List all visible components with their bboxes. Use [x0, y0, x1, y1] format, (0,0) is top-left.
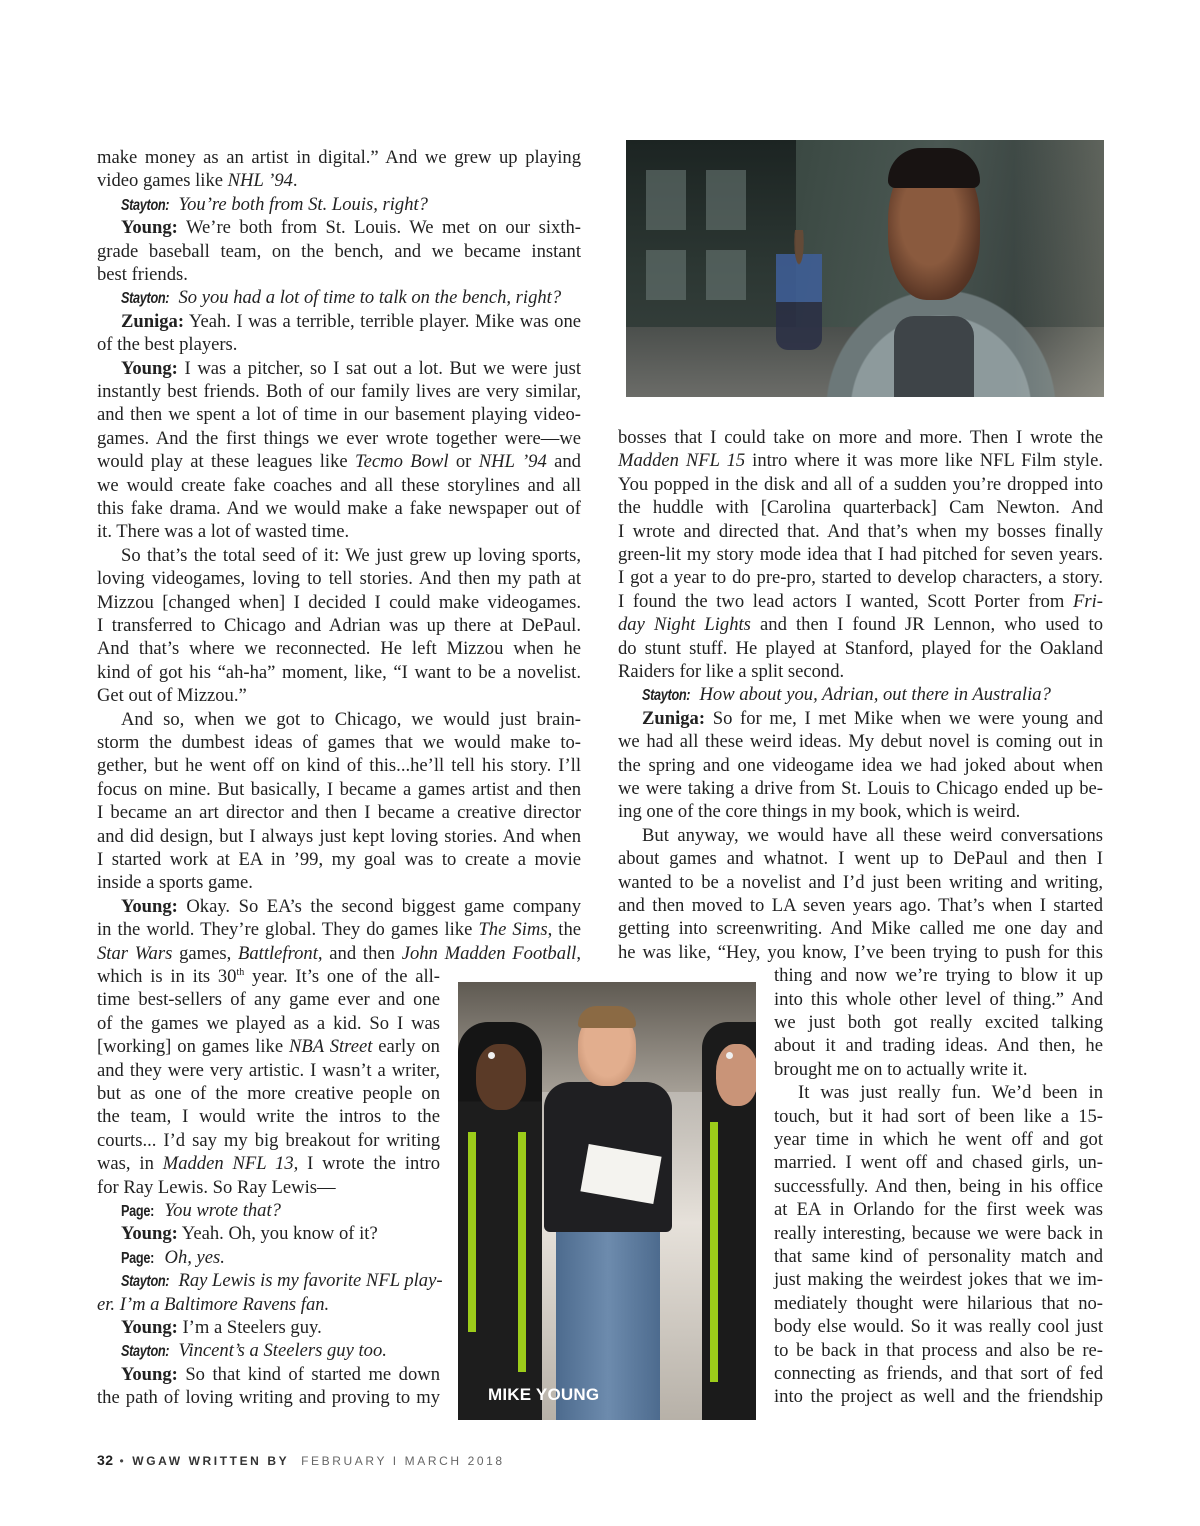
left-column-text-line: I became an art director and then I became a creative director: [97, 802, 581, 824]
left-narrow-text-line: er. I’m a Baltimore Ravens fan.: [97, 1293, 330, 1315]
right-column-text-line: we had all these weird ideas. My debut novel is coming out in: [618, 731, 1103, 753]
right-narrow-text-line: to be back in that process and also be re-: [774, 1339, 1103, 1361]
window-shape: [706, 170, 746, 230]
left-column-text-line: Zuniga: Yeah. I was a terrible, terrible player. Mike was one: [121, 310, 581, 332]
window-shape: [646, 250, 686, 300]
right-narrow-text-line: thing and now we’re trying to blow it up: [774, 965, 1103, 987]
suit-stripe: [518, 1132, 526, 1372]
right-narrow-text-line: successfully. And then, being in his office: [774, 1175, 1103, 1197]
left-column-text-line: Stayton: So you had a lot of time to talk on the bench, right?: [121, 287, 562, 309]
left-column-text-line: in the world. They’re global. They do games like The Sims, the: [97, 919, 582, 941]
right-narrow-text-line: connecting as friends, and that sort of fed: [774, 1363, 1103, 1384]
page-footer: [97, 1452, 505, 1468]
left-column-text-line: And that’s where we reconnected. He left Mizzou when he: [97, 638, 581, 660]
page-number: 32: [97, 1452, 114, 1468]
left-column-text-line: this fake drama. And we would make a fake newspaper out of: [97, 498, 581, 519]
left-column-text-line: kind of got his “ah-ha” moment, like, “I want to be a novelist.: [97, 661, 581, 683]
left-column-text-line: focus on mine. But basically, I became a games artist and then: [97, 778, 581, 800]
photo-caption: MIKE YOUNG: [488, 1385, 600, 1404]
left-column-text-line: I transferred to Chicago and Adrian was up there at DePaul.: [97, 615, 581, 636]
right-narrow-text-line: It was just really fun. We’d been in: [798, 1082, 1103, 1104]
left-narrow-text-line: [working] on games like NBA Street early on: [97, 1036, 440, 1058]
left-column-text-line: video games like NHL ’94.: [97, 170, 298, 192]
left-narrow-text-line: Young: I’m a Steelers guy.: [121, 1317, 322, 1338]
actor-right-face: [716, 1044, 756, 1106]
left-narrow-text-line: Page: You wrote that?: [121, 1200, 281, 1221]
left-column-text-line: inside a sports game.: [97, 872, 253, 894]
right-column-text-line: Stayton: How about you, Adrian, out there in Australia?: [642, 684, 1051, 706]
left-narrow-text-line: Young: Yeah. Oh, you know of it?: [121, 1223, 378, 1245]
right-narrow-text-line: really interesting, because we were back in: [774, 1222, 1103, 1244]
left-column-text-line: of the best players.: [97, 334, 238, 356]
right-narrow-text-line: about it and trading ideas. And then, he: [774, 1035, 1103, 1057]
left-narrow-text-line: Stayton: Vincent’s a Steelers guy too.: [121, 1340, 387, 1362]
left-column-text-line: And so, when we got to Chicago, we would just brain-: [121, 708, 581, 730]
right-narrow-text-line: we just both got really excited talking: [774, 1012, 1103, 1033]
left-column-text-line: Young: Okay. So EA’s the second biggest game company: [121, 895, 581, 917]
right-narrow-text-line: that same kind of personality match and: [774, 1246, 1103, 1267]
left-narrow-text-line: courts... I’d say my big breakout for writing: [97, 1129, 440, 1151]
man-hair: [578, 1006, 636, 1028]
left-narrow-text-line: was, in Madden NFL 13, I wrote the intro: [97, 1153, 441, 1175]
left-column-text-line: and then we spent a lot of time in our basement playing video-: [97, 404, 581, 426]
left-column-text-line: So that’s the total seed of it: We just grew up loving sports,: [121, 544, 581, 566]
left-column-text-line: it. There was a lot of wasted time.: [97, 521, 350, 543]
left-narrow-text-line: for Ray Lewis. So Ray Lewis—: [97, 1176, 336, 1198]
right-column-text-line: I wrote and directed that. And that’s when my bosses finally: [618, 520, 1103, 542]
right-column-text-line: wanted to be a novelist and I’d just been writing and writing,: [618, 871, 1103, 893]
right-narrow-text-line: married. I went off and chased girls, un-: [774, 1152, 1103, 1174]
right-narrow-text-line: into the project as well and the friendship: [774, 1386, 1103, 1408]
right-column-text-line: the spring and one videogame idea we had joked about when: [618, 754, 1103, 776]
right-narrow-text-line: at EA in Orlando for the first week was: [774, 1199, 1103, 1221]
left-column-text-line: I started work at EA in ’99, my goal was to create a movie: [97, 849, 581, 870]
window-shape: [706, 250, 746, 300]
left-column-text-line: Stayton: You’re both from St. Louis, right?: [121, 193, 428, 215]
right-narrow-text-line: year time in which he went off and got: [774, 1129, 1103, 1150]
left-narrow-text-line: Young: So that kind of started me down: [121, 1363, 440, 1385]
left-narrow-text-line: and they were very artistic. I wasn’t a writer,: [97, 1059, 440, 1081]
left-column-text-line: gether, but he went off on kind of this...he’ll tell his story. I’ll: [97, 755, 581, 777]
right-column-text-line: the huddle with [Carolina quarterback] Cam Newton. And: [618, 497, 1103, 519]
left-column-text-line: Get out of Mizzou.”: [97, 685, 247, 707]
left-column-text-line: instantly best friends. Both of our family lives are very similar,: [97, 381, 581, 402]
left-narrow-text-line: which is in its 30th year. It’s one of the all-: [97, 966, 440, 987]
left-narrow-text-line: the team, I would write the intros to the: [97, 1106, 440, 1128]
game-screenshot-photo: [626, 140, 1104, 397]
actor-left-face: [476, 1044, 526, 1110]
right-column-text-line: and then moved to LA seven years ago. That’s when I started: [618, 895, 1103, 916]
right-narrow-text-line: just making the weirdest jokes that we im-: [774, 1269, 1103, 1291]
left-narrow-text-line: Page: Oh, yes.: [121, 1246, 225, 1268]
left-column-text-line: and did design, but I always just kept loving stories. And when: [97, 825, 581, 847]
right-column-text-line: we were taking a drive from St. Louis to Chicago ended up be-: [618, 778, 1103, 799]
right-column-text-line: he was like, “Hey, you know, I’ve been trying to push for this: [618, 941, 1103, 963]
left-column-text-line: Young: We’re both from St. Louis. We met on our sixth-: [121, 217, 581, 239]
footer-bullet: •: [119, 1454, 127, 1468]
publication-name: WGAW WRITTEN BY: [132, 1454, 290, 1468]
right-narrow-text-line: brought me on to actually write it.: [774, 1058, 1028, 1080]
window-shape: [646, 170, 686, 230]
mocap-marker: [726, 1052, 733, 1059]
right-column-text-line: day Night Lights and then I found JR Lennon, who used to: [618, 614, 1103, 636]
right-column-text-line: Zuniga: So for me, I met Mike when we were young and: [642, 707, 1103, 729]
light-glow: [1014, 140, 1104, 397]
suit-stripe: [710, 1122, 718, 1382]
right-column-text-line: But anyway, we would have all these weird conversations: [642, 824, 1103, 846]
right-narrow-text-line: touch, but it had sort of been like a 15-: [774, 1105, 1103, 1127]
left-column-text-line: make money as an artist in digital.” And we grew up playing: [97, 147, 581, 168]
left-column-text-line: Star Wars games, Battlefront, and then John Madden Football,: [97, 942, 581, 964]
suit-stripe: [468, 1132, 476, 1332]
background-figure: [776, 230, 822, 350]
right-narrow-text-line: mediately thought were hilarious that no-: [774, 1292, 1103, 1314]
right-column-text-line: Raiders for like a split second.: [618, 661, 845, 682]
right-column-text-line: bosses that I could take on more and more. Then I wrote the: [618, 427, 1103, 448]
left-column-text-line: grade baseball team, on the bench, and we became instant: [97, 240, 581, 262]
right-column-text-line: I found the two lead actors I wanted, Scott Porter from Fri-: [618, 590, 1103, 612]
right-narrow-text-line: body else would. So it was really cool just: [774, 1316, 1103, 1338]
left-column-text-line: would play at these leagues like Tecmo Bowl or NHL ’94 and: [97, 451, 581, 473]
right-column-text-line: green-lit my story mode idea that I had pitched for seven years.: [618, 544, 1103, 565]
shirt-shape: [894, 316, 974, 397]
right-column-text-line: ing one of the core things in my book, which is weird.: [618, 801, 1021, 823]
left-narrow-text-line: the path of loving writing and proving to my: [97, 1387, 440, 1409]
left-narrow-text-line: Stayton: Ray Lewis is my favorite NFL play-: [121, 1270, 443, 1292]
left-column-text-line: we would create fake coaches and all these storylines and all: [97, 474, 581, 496]
right-column-text-line: You popped in the disk and all of a sudden you’re dropped into: [618, 473, 1103, 495]
mocap-photo: [458, 982, 756, 1420]
left-column-text-line: best friends.: [97, 264, 188, 285]
issue-date: FEBRUARY I MARCH 2018: [301, 1454, 505, 1468]
right-column-text-line: do stunt stuff. He played at Stanford, played for the Oakland: [618, 637, 1103, 659]
right-column-text-line: about games and whatnot. I went up to DePaul and then I: [618, 848, 1103, 870]
mocap-marker: [488, 1052, 495, 1059]
left-column-text-line: games. And the first things we ever wrote together were—we: [97, 427, 581, 449]
right-column-text-line: getting into screenwriting. And Mike called me one day and: [618, 918, 1103, 940]
character-hair: [888, 148, 980, 188]
left-narrow-text-line: of the games we played as a kid. So I was: [97, 1012, 440, 1034]
left-column-text-line: loving videogames, loving to tell stories. And then my path at: [97, 568, 581, 590]
left-narrow-text-line: but as one of the more creative people on: [97, 1083, 440, 1104]
left-column-text-line: Young: I was a pitcher, so I sat out a lot. But we were just: [121, 357, 581, 379]
right-column-text-line: Madden NFL 15 intro where it was more like NFL Film style.: [618, 450, 1103, 472]
left-narrow-text-line: time best-sellers of any game ever and one: [97, 989, 440, 1011]
left-column-text-line: storm the dumbest ideas of games that we would make to-: [97, 732, 581, 753]
right-narrow-text-line: into this whole other level of thing.” And: [774, 988, 1103, 1010]
right-column-text-line: I got a year to do pre-pro, started to develop characters, a story.: [618, 567, 1103, 589]
left-column-text-line: Mizzou [changed when] I decided I could make videogames.: [97, 591, 581, 613]
